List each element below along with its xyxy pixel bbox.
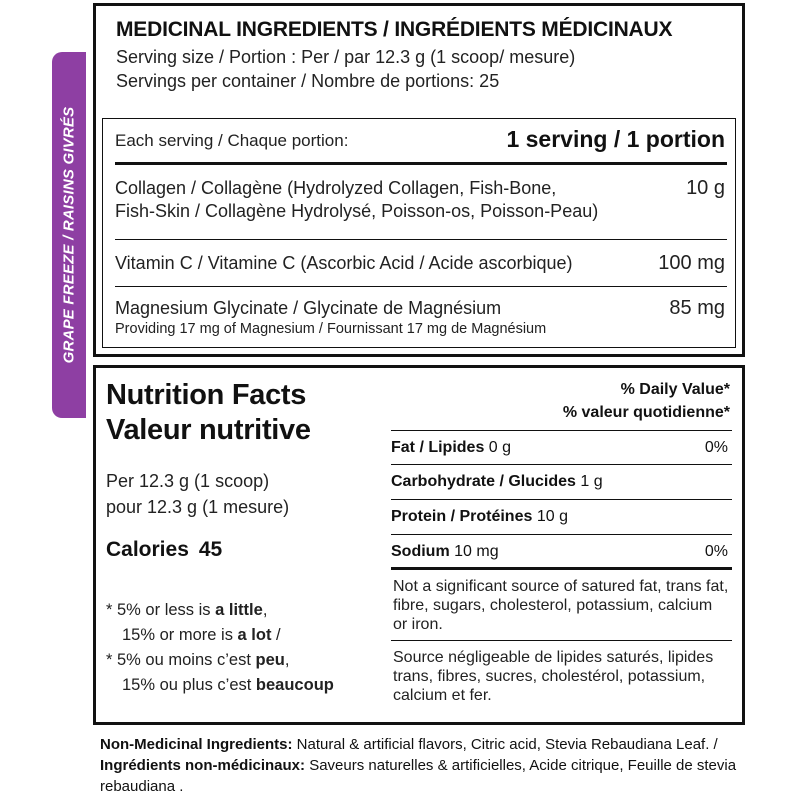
non-medicinal-ingredients bbox=[100, 734, 760, 797]
nutrient-amount: 1 g bbox=[580, 473, 603, 490]
nutrient-label: Carbohydrate / Glucides bbox=[391, 473, 576, 490]
footnote-line: * 5% or less is a little, bbox=[106, 601, 268, 619]
medicinal-table bbox=[102, 118, 736, 348]
nutrition-facts-panel bbox=[93, 365, 745, 725]
flavor-label: GRAPE FREEZE / RAISINS GIVRÉS bbox=[60, 106, 78, 364]
each-serving-row bbox=[115, 126, 725, 152]
footnote-line: * 5% ou moins c’est peu, bbox=[106, 651, 290, 669]
nutrient-table bbox=[391, 430, 732, 711]
ingredient-name-line1: Collagen / Collagène (Hydrolyzed Collagen, Fish-Bone, bbox=[115, 178, 557, 198]
per-en: Per 12.3 g (1 scoop) bbox=[106, 471, 270, 491]
footnote-line: 15% ou plus c’est beaucoup bbox=[122, 676, 334, 694]
ingredient-name-line1: Magnesium Glycinate / Glycinate de Magnésium bbox=[115, 298, 502, 318]
ingredient-name-line2: Fish-Skin / Collagène Hydrolysé, Poisson-os, Poisson-Peau) bbox=[115, 201, 599, 221]
nutrient-label: Fat / Lipides bbox=[391, 439, 485, 456]
medicinal-ingredients-panel bbox=[93, 3, 745, 357]
non-medicinal-label-en: Non-Medicinal Ingredients: bbox=[100, 736, 293, 753]
each-serving-value: 1 serving / 1 portion bbox=[506, 126, 725, 152]
ingredient-note: Providing 17 mg of Magnesium / Fournissant 17 mg de Magnésium bbox=[115, 321, 547, 337]
nutrient-row bbox=[391, 465, 732, 500]
dv-en: % Daily Value* bbox=[620, 381, 730, 398]
dv-fr: % valeur quotidienne* bbox=[562, 404, 730, 421]
nutrient-row bbox=[391, 430, 732, 465]
nutrient-row bbox=[391, 535, 732, 570]
ingredient-row bbox=[115, 297, 725, 338]
servings-per-container: Servings per container / Nombre de portions: 25 bbox=[116, 71, 500, 91]
serving-size: Serving size / Portion : Per / par 12.3 g (1 scoop/ mesure) bbox=[116, 47, 576, 67]
non-medicinal-text-fr: Saveurs naturelles & artificielles, Acide citrique, Feuille de stevia rebaudiana . bbox=[100, 757, 737, 795]
ingredient-amount: 10 g bbox=[686, 177, 725, 199]
serving-per bbox=[106, 468, 289, 520]
nutrition-title-en: Nutrition Facts bbox=[106, 379, 307, 411]
ingredient-name-line1: Vitamin C / Vitamine C (Ascorbic Acid / Acide ascorbique) bbox=[115, 253, 573, 273]
each-serving-label: Each serving / Chaque portion: bbox=[115, 131, 349, 150]
medicinal-title: MEDICINAL INGREDIENTS / INGRÉDIENTS MÉDICINAUX bbox=[116, 18, 673, 41]
daily-value-footnote bbox=[106, 598, 334, 698]
nutrient-amount: 0 g bbox=[488, 439, 512, 456]
nutrient-amount: 10 mg bbox=[454, 543, 499, 560]
nutrient-label: Protein / Protéines bbox=[391, 508, 533, 525]
insignificant-source-note-fr: Source négligeable de lipides saturés, lipides trans, fibres, sucres, cholestérol, potassium, calcium et fer. bbox=[391, 640, 732, 711]
ingredient-row bbox=[115, 252, 725, 275]
divider bbox=[115, 286, 727, 287]
flavor-side-tab bbox=[52, 52, 86, 418]
daily-value-header bbox=[563, 378, 730, 424]
nutrient-percent: 0% bbox=[704, 543, 728, 560]
nutrition-title bbox=[106, 378, 311, 448]
ingredient-amount: 100 mg bbox=[658, 252, 725, 274]
non-medicinal-label-fr: Ingrédients non-médicinaux: bbox=[100, 757, 306, 774]
ingredient-amount: 85 mg bbox=[669, 297, 725, 319]
nutrient-row bbox=[391, 500, 732, 535]
medicinal-header bbox=[116, 18, 732, 93]
nutrient-percent: 0% bbox=[704, 439, 728, 456]
divider bbox=[115, 162, 727, 165]
nutrition-title-fr: Valeur nutritive bbox=[106, 414, 311, 446]
footnote-line: 15% or more is a lot / bbox=[122, 626, 281, 644]
non-medicinal-text-en: Natural & artificial flavors, Citric acid, Stevia Rebaudiana Leaf. / bbox=[292, 736, 718, 753]
nutrient-label: Sodium bbox=[391, 543, 450, 560]
insignificant-source-note-en: Not a significant source of satured fat, trans fat, fibre, sugars, cholesterol, potassium, calcium or iron. bbox=[393, 578, 729, 633]
calories-value: 45 bbox=[198, 538, 223, 561]
calories-label: Calories bbox=[106, 538, 189, 561]
ingredient-row bbox=[115, 177, 725, 223]
divider bbox=[115, 239, 727, 240]
per-fr: pour 12.3 g (1 mesure) bbox=[106, 497, 290, 517]
calories bbox=[106, 538, 222, 562]
nutrient-amount: 10 g bbox=[536, 508, 568, 525]
